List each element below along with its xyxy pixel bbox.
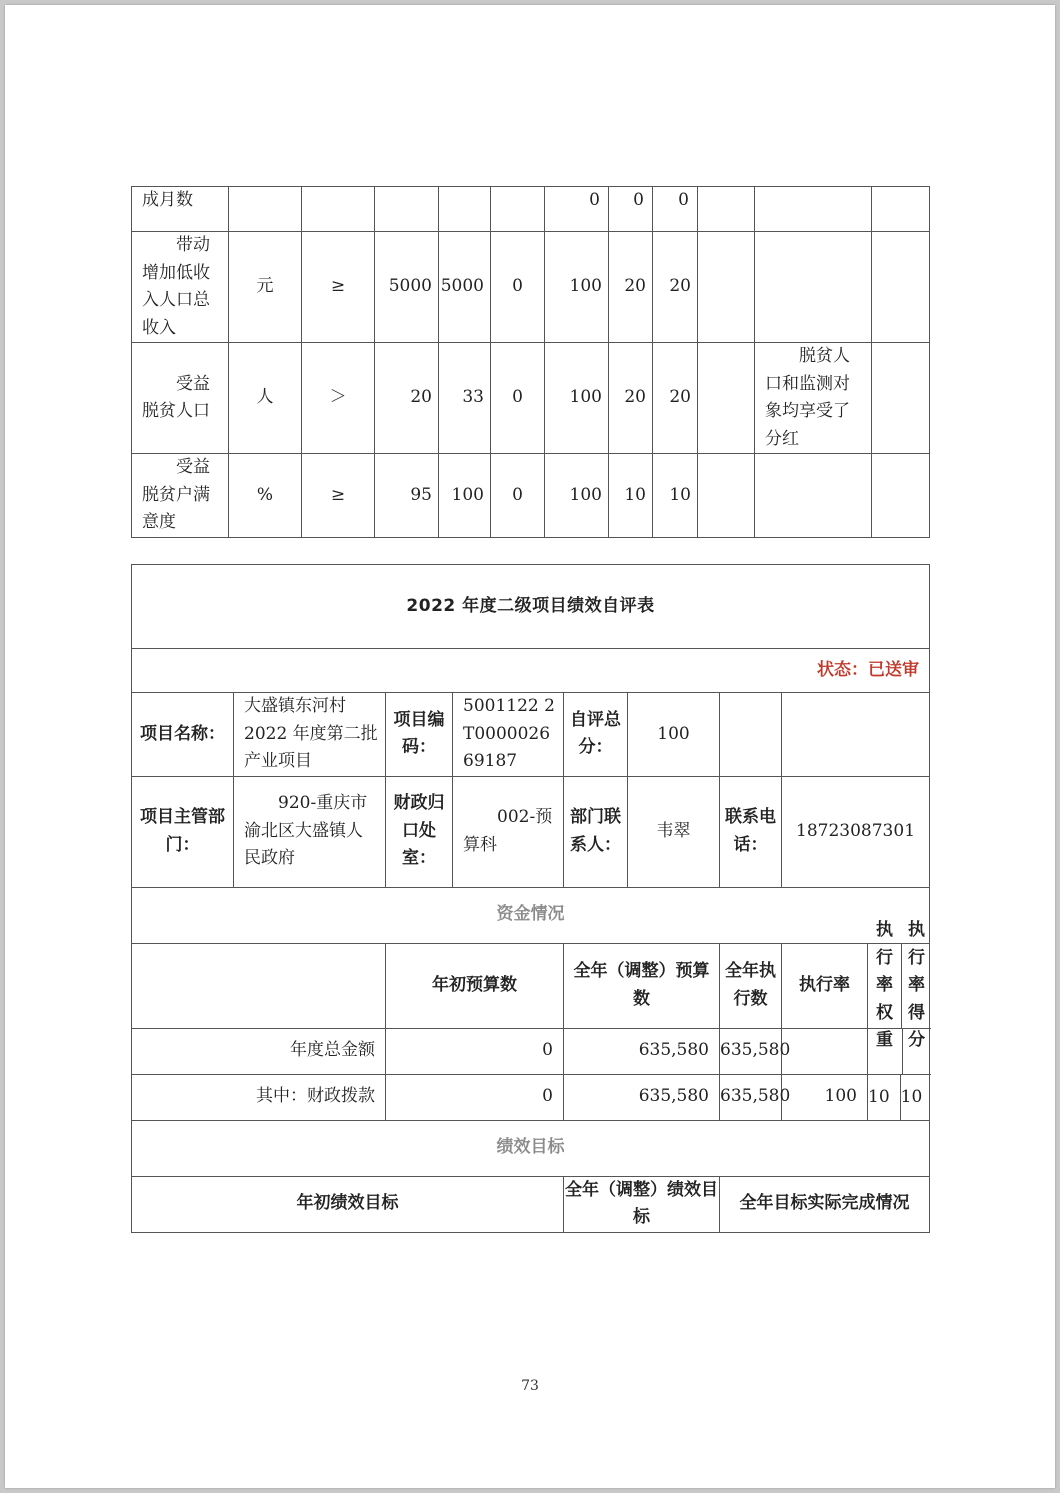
score-b-cell: 0 — [653, 187, 698, 232]
finance-office-label: 财政归口处室： — [386, 776, 453, 887]
weight-cell: 0 — [545, 187, 609, 232]
form-title-row — [132, 565, 930, 649]
score-a-cell: 0 — [609, 187, 653, 232]
funds-header-row — [132, 943, 930, 1028]
performance-section-row — [132, 1120, 930, 1176]
operator-cell: ≥ — [302, 232, 375, 343]
value-cell: 0 — [491, 232, 545, 343]
funds-section-title: 资金情况 — [132, 887, 930, 943]
unit-cell: % — [229, 454, 302, 538]
funds-header-adjusted: 全年（调整）预算数 — [564, 943, 720, 1028]
status-row — [132, 649, 930, 693]
indicator-name: 受益脱贫人口 — [132, 343, 229, 454]
project-name-label: 项目名称： — [132, 693, 234, 777]
funds-adjusted: 635,580 — [564, 1074, 720, 1120]
score-b-cell: 20 — [653, 343, 698, 454]
funds-weight: 10 — [868, 1075, 901, 1120]
self-evaluation-form — [131, 564, 930, 1233]
page-number: 73 — [521, 1378, 539, 1394]
operator-cell: ＞ — [302, 343, 375, 454]
funds-header-weight: 执行率权重 — [868, 944, 902, 1028]
contact-label: 部门联系人： — [564, 776, 628, 887]
target-cell: 5000 — [375, 232, 439, 343]
unit-cell: 人 — [229, 343, 302, 454]
actual-cell: 5000 — [439, 232, 491, 343]
score-a-cell: 20 — [609, 343, 653, 454]
funds-score: 10 — [900, 1086, 923, 1107]
target-cell: 20 — [375, 343, 439, 454]
funds-row-label: 年度总金额 — [132, 1028, 386, 1074]
perf-header-adjusted: 全年（调整）绩效目标 — [564, 1176, 720, 1232]
phone-label: 联系电话： — [720, 776, 782, 887]
funds-header-executed: 全年执行数 — [720, 943, 782, 1028]
actual-cell: 33 — [439, 343, 491, 454]
funds-header-rate: 执行率 — [782, 943, 868, 1028]
department-value: 920-重庆市渝北区大盛镇人民政府 — [234, 776, 386, 887]
funds-rate: 100 — [782, 1074, 868, 1120]
perf-header-actual: 全年目标实际完成情况 — [720, 1176, 930, 1232]
funds-weight — [868, 1028, 930, 1074]
table-row — [132, 187, 930, 232]
score-a-cell: 20 — [609, 232, 653, 343]
finance-office-value: 002-预算科 — [453, 776, 564, 887]
value-cell: 0 — [491, 454, 545, 538]
project-name-value: 大盛镇东河村 2022 年度第二批产业项目 — [234, 693, 386, 777]
form-title: 2022 年度二级项目绩效自评表 — [132, 565, 930, 649]
indicator-name: 受益脱贫户满意度 — [132, 454, 229, 538]
department-label: 项目主管部门： — [132, 776, 234, 887]
unit-cell: 元 — [229, 232, 302, 343]
funds-header-score: 执行率得分 — [908, 920, 925, 1051]
table-row — [132, 343, 930, 454]
funds-weight — [868, 1029, 903, 1074]
funds-initial: 0 — [386, 1028, 564, 1074]
indicator-name: 成月数 — [132, 187, 229, 232]
funds-weight — [868, 1074, 930, 1120]
perf-header-initial: 年初绩效目标 — [132, 1176, 564, 1232]
table-row — [132, 1028, 930, 1074]
table-row — [132, 232, 930, 343]
department-info-row — [132, 776, 930, 887]
project-info-row — [132, 693, 930, 777]
score-b-cell: 10 — [653, 454, 698, 538]
weight-cell: 100 — [545, 343, 609, 454]
project-code-label: 项目编码： — [386, 693, 453, 777]
actual-cell: 100 — [439, 454, 491, 538]
contact-value: 韦翠 — [628, 776, 720, 887]
funds-adjusted: 635,580 — [564, 1028, 720, 1074]
funds-section-row — [132, 887, 930, 943]
indicator-table — [131, 186, 930, 538]
table-row — [132, 454, 930, 538]
score-a-cell: 10 — [609, 454, 653, 538]
phone-value: 18723087301 — [782, 776, 930, 887]
funds-executed: 635,580 — [720, 1028, 782, 1074]
performance-header-row — [132, 1176, 930, 1232]
funds-header-weight — [868, 920, 930, 1051]
table-row — [132, 1074, 930, 1120]
funds-row-label: 其中：财政拨款 — [132, 1074, 386, 1120]
performance-section-title: 绩效目标 — [132, 1120, 930, 1176]
score-b-cell: 20 — [653, 232, 698, 343]
self-score-value: 100 — [628, 693, 720, 777]
weight-cell: 100 — [545, 232, 609, 343]
funds-rate — [782, 1028, 868, 1074]
project-code-value: 5001122 2T0000026 69187 — [453, 693, 564, 777]
indicator-name: 带动增加低收入人口总收入 — [132, 232, 229, 343]
self-score-label: 自评总分： — [564, 693, 628, 777]
status-badge: 状态：已送审 — [132, 649, 930, 693]
funds-initial: 0 — [386, 1074, 564, 1120]
value-cell: 0 — [491, 343, 545, 454]
target-cell: 95 — [375, 454, 439, 538]
funds-score — [903, 1029, 930, 1074]
weight-cell: 100 — [545, 454, 609, 538]
funds-header-initial: 年初预算数 — [386, 943, 564, 1028]
funds-executed: 635,580 — [720, 1074, 782, 1120]
note-cell: 脱贫人口和监测对象均享受了分红 — [755, 343, 872, 454]
operator-cell: ≥ — [302, 454, 375, 538]
